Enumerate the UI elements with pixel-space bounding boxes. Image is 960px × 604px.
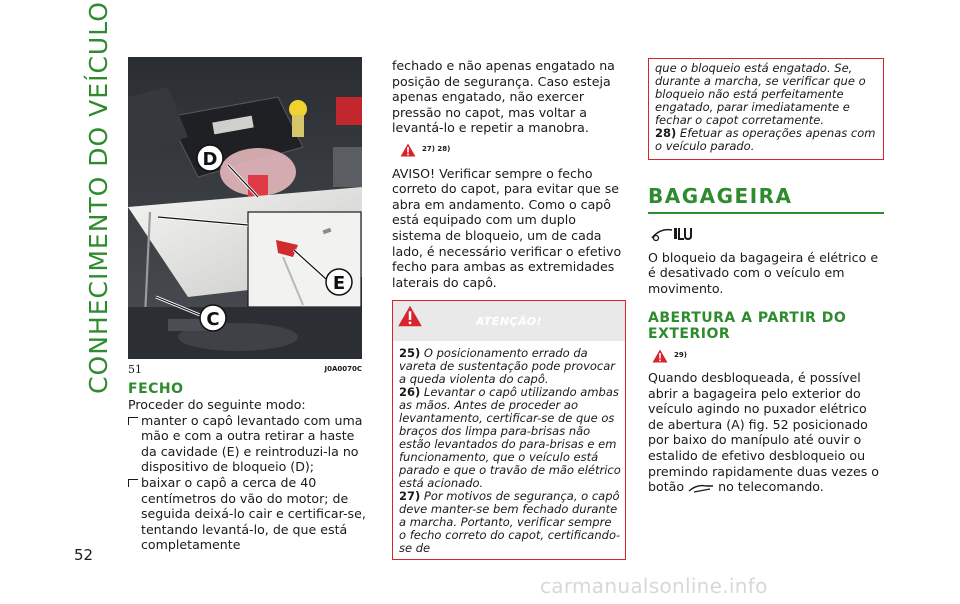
warning-item [399, 386, 621, 490]
list-item-text: manter o capô levantado com uma mão e com a outra retirar a haste da cavidade (E) e reintroduzi-la no dispositivo de bloqueio (D); [141, 412, 363, 475]
paragraph-closing: fechado e não apenas engatado na posição de segurança. Caso esteja apenas engatado, não exercer pressão no capot, mas voltar a levantá-lo e repetir a manobra. [392, 58, 615, 136]
section-subheading-abertura: ABERTURA A PARTIR DO EXTERIOR [648, 310, 847, 343]
figure-label-e: E [332, 273, 346, 294]
chapter-side-title [78, 0, 118, 394]
warning-item-number: 28) [655, 126, 677, 140]
paragraph-aviso: AVISO! Verificar sempre o fecho correto do capot, para evitar que se abra em andamento. Como o capô está equipado com um duplo sistema de bloqueio, um de cada lado, é necessário verificar o efetivo fecho para ambas as extremidades laterais do capô. [392, 165, 622, 290]
paragraph-bagageira: O bloqueio da bagageira é elétrico e é desativado com o veículo em movimento. [648, 249, 879, 296]
list-item [128, 475, 368, 553]
column-3 [648, 58, 884, 495]
warning-item-text: Por motivos de segurança, o capô deve manter-se bem fechado durante a marcha. Portanto, verificar sempre o fecho correto do capot, certificando-se de [399, 489, 621, 556]
warning-item-number: 26) [399, 385, 421, 400]
figure-caption [128, 363, 362, 377]
figure-label-c: C [206, 309, 220, 330]
list-item-text: baixar o capô a cerca de 40 centímetros do vão do motor; de seguida deixá-lo cair e certificar-se, tentando levantá-lo, de que está completamente [141, 474, 366, 553]
warning-reference-numbers: 29) [674, 351, 687, 360]
warning-box-title: ATENÇÃO! [475, 314, 543, 328]
engine-bay-illustration [128, 57, 362, 359]
fecho-intro: Proceder do seguinte modo: [128, 397, 306, 412]
warning-item-number: 25) [399, 346, 421, 361]
column-2 [392, 58, 626, 560]
warning-continued-text: que o bloqueio está engatado. Se, durante a marcha, se verificar que o bloqueio não está perfeitamente engatado, parar imediatamente e fechar o capot corretamente. [655, 61, 866, 127]
warning-box-body [393, 341, 625, 559]
warning-reference-numbers: 27) 28) [422, 144, 451, 153]
trunk-key-icon [688, 483, 714, 493]
bullet-corner-icon [128, 417, 141, 475]
warning-item [399, 490, 621, 555]
paragraph-abertura [648, 370, 884, 495]
figure-number: 51 [128, 363, 142, 376]
warning-references [652, 348, 884, 364]
bullet-corner-icon [128, 479, 141, 553]
column-1 [128, 381, 368, 553]
warning-item-text: Levantar o capô utilizando ambas as mãos. Antes de proceder ao levantamento, certificar-se de que os braços dos limpa para-brisas não estão levantados do para-brisas e em funcionamento, que o veículo está parado e que o travão de mão elétrico está acionado. [399, 385, 621, 491]
warning-triangle-icon [400, 143, 416, 157]
warning-item-text: O posicionamento errado da vareta de sustentação pode provocar a queda violenta do capô. [399, 346, 616, 387]
paragraph-abertura-end: no telecomando. [718, 479, 824, 495]
section-heading-fecho: FECHO [128, 381, 184, 397]
paragraph-abertura-text: Quando desbloqueada, é possível abrir a bagageira pelo exterior do veículo agindo no puxador elétrico de abertura (A) fig. 52 posicionado por baixo do manípulo até ouvir o estalido de efetivo desbloqueio ou premindo rapidamente duas vezes o botão [648, 369, 879, 495]
warning-box-header [393, 301, 625, 341]
warning-item-text: Efetuar as operações apenas com o veículo parado. [655, 126, 876, 153]
watermark: carmanualsonline.info [540, 574, 768, 598]
trunk-mode-icon [650, 224, 884, 246]
warning-box-continued [648, 58, 884, 160]
warning-item [399, 347, 621, 386]
warning-box [392, 300, 626, 560]
warning-item-number: 27) [399, 489, 421, 504]
figure-label-d: D [202, 149, 218, 170]
list-item [128, 413, 368, 475]
page-number: 52 [74, 546, 94, 564]
warning-triangle-icon [652, 349, 668, 363]
chapter-side-title-text: CONHECIMENTO DO VEÍCULO [83, 0, 113, 394]
warning-triangle-icon [397, 305, 423, 327]
warning-references [400, 142, 626, 158]
engine-bay-photo [128, 57, 362, 359]
warning-item [655, 127, 879, 153]
figure-code: J0A0070C [324, 365, 362, 373]
section-heading-bagageira: BAGAGEIRA [648, 184, 884, 214]
